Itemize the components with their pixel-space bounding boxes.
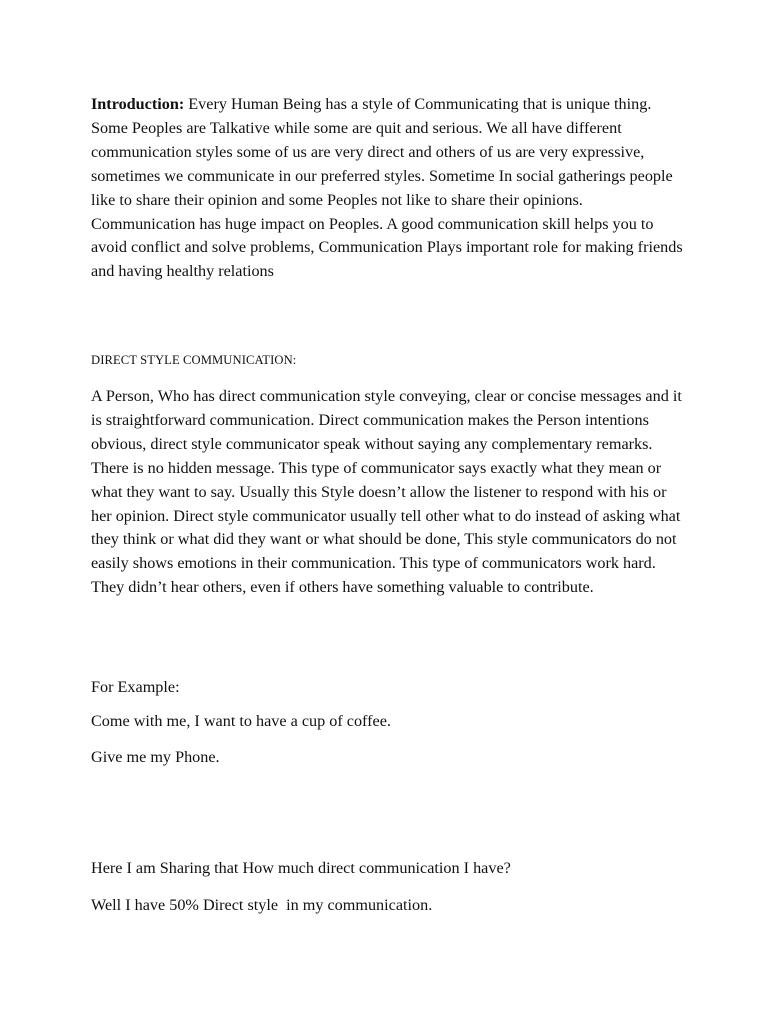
intro-lead: Introduction: [91,95,185,113]
intro-text: Every Human Being has a style of Communicating that is unique thing. Some Peoples are Talkative while some are quit and serious. We all have different communication styles some of us are very direct and others of us are very expressive, sometimes we communicate in our preferred styles. Sometime In social gatherings people like to share their opinion and some Peoples not like to share their opinions. Communication has huge impact on Peoples. A good communication skill helps you to avoid conflict and solve problems, Communication Plays important role for making friends and having healthy relations [91,95,683,281]
example-label: For Example: [91,678,180,696]
example-item: Come with me, I want to have a cup of coffee. [91,712,391,730]
section-heading: DIRECT STYLE COMMUNICATION: [91,353,297,367]
closing-question: Here I am Sharing that How much direct communication I have? [91,859,511,877]
intro-paragraph [91,93,691,284]
direct-style-paragraph: A Person, Who has direct communication style conveying, clear or concise messages and it is straightforward communication. Direct communication makes the Person intentions obvious, direct style communicator speak without saying any complementary remarks. There is no hidden message. This type of communicator says exactly what they mean or what they want to say. Usually this Style doesn’t allow the listener to respond with his or her opinion. Direct style communicator usually tell other what to do instead of asking what they think or what did they want or what should be done, This style communicators do not easily shows emotions in their communication. This type of communicators work hard. They didn’t hear others, even if others have something valuable to contribute. [91,387,682,597]
closing-answer: Well I have 50% Direct style in my communication. [91,896,433,914]
example-item: Give me my Phone. [91,748,220,766]
